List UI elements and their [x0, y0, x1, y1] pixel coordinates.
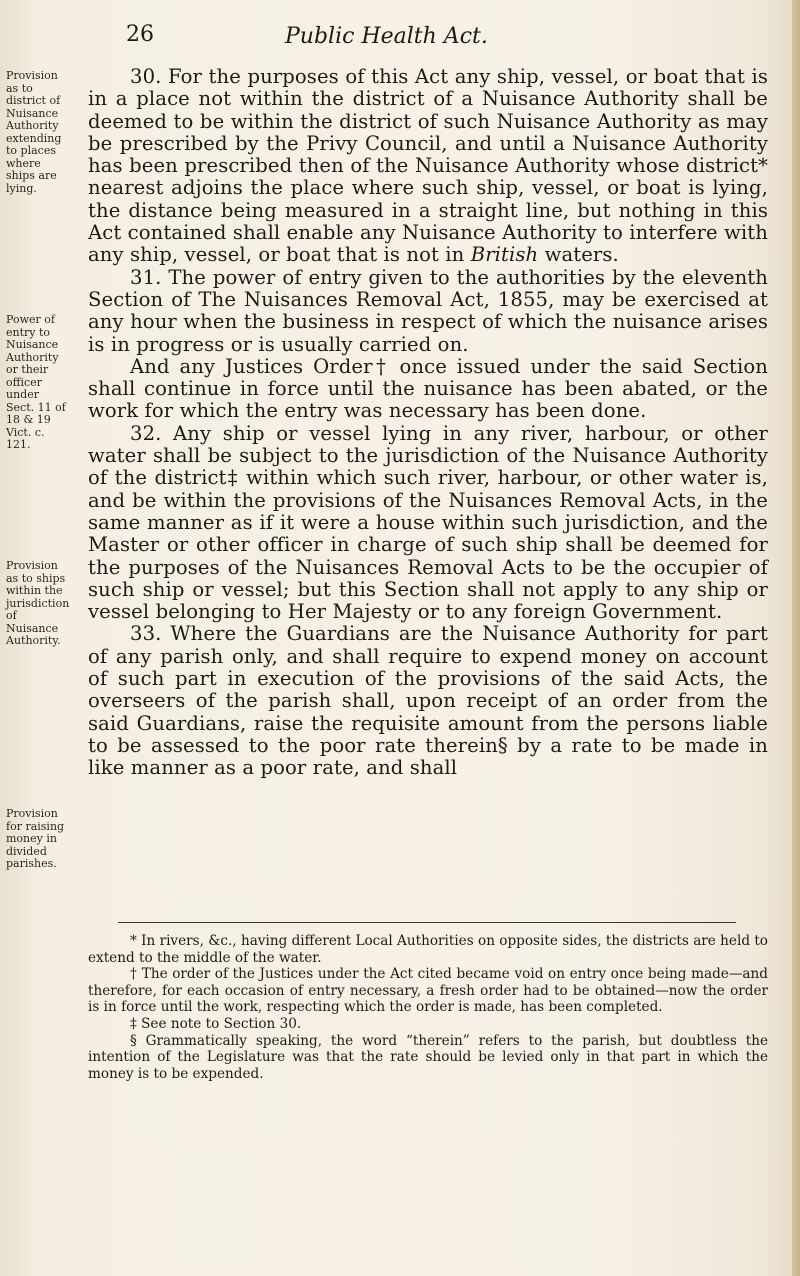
- page-edge: [792, 0, 800, 1276]
- footnotes: [88, 933, 768, 1082]
- footnote: † The order of the Justices under the Act cited became void on entry once being made—and therefore, for each occasion of entry necessary, a fresh order had to be obtained—now the order is in force until the work, respecting which the order is made, has been completed.: [88, 966, 768, 1016]
- margin-note-section-33: Provision for raising money in divided parishes.: [6, 807, 65, 870]
- section-31-continuation: And any Justices Order† once issued under the said Section shall continue in force until the nuisance has been abated, or the work for which the entry was necessary has been done.: [88, 354, 768, 423]
- section-31: 31. The power of entry given to the authorities by the eleventh Section of The Nuisances Removal Act, 1855, may be exercised at any hour when the business in respect of which the nuisance arises is in progress or is usually carried on.: [88, 265, 768, 356]
- section-33: 33. Where the Guardians are the Nuisance Authority for part of any parish only, and shall require to expend money on account of such part in execution of the provisions of the said Acts, the overseers of the parish shall, upon receipt of an order from the said Guardians, raise the requisite amount from the persons liable to be assessed to the poor rate therein§ by a rate to be made in like manner as a poor rate, and shall: [88, 622, 768, 780]
- footnote: ‡ See note to Section 30.: [130, 1015, 302, 1032]
- section-30-text: 30. For the purposes of this Act any ship, vessel, or boat that is in a place not within the district of a Nuisance Authority shall be deemed to be within the district of such Nuisance Authority as may be prescribed by the Privy Council, and until a Nuisance Authority has been prescribed then of the Nuisance Authority whose district* nearest adjoins the place where such ship, vessel, or boat is lying, the distance being measured in a straight line, but nothing in this Act contained shall enable any Nuisance Authority to interfere with any ship, vessel, or boat that is not in: [88, 65, 768, 267]
- page-header: [0, 22, 800, 58]
- page-number: 26: [126, 22, 154, 47]
- footnote-rule: [118, 922, 736, 923]
- margin-note-section-32: Provision as to ships within the jurisdiction of Nuisance Authority.: [6, 559, 70, 647]
- margin-note-section-30: Provision as to district of Nuisance Authority extending to places where ships are lying.: [6, 69, 62, 195]
- section-32: 32. Any ship or vessel lying in any river, harbour, or other water shall be subject to the jurisdiction of the Nuisance Authority of the district‡ within which such river, harbour, or other water is, and be within the provisions of the Nuisances Removal Acts, in the same manner as if it were a house within such jurisdiction, and the Master or other officer in charge of such ship shall be deemed for the purposes of the Nuisances Removal Acts to be the occupier of such ship or vessel; but this Section shall not apply to any ship or vessel belonging to Her Majesty or to any foreign Government.: [88, 421, 768, 624]
- body-text: [88, 66, 768, 780]
- section-30-italic: British: [470, 243, 539, 267]
- running-title: Public Health Act.: [285, 24, 488, 49]
- section-30: [88, 66, 768, 267]
- footnote: * In rivers, &c., having different Local Authorities on opposite sides, the districts are held to extend to the middle of the water.: [88, 933, 768, 966]
- margin-note-section-31: Power of entry to Nuisance Authority or their officer under Sect. 11 of 18 & 19 Vict. c. 121.: [6, 313, 66, 451]
- footnote: § Grammatically speaking, the word “therein” refers to the parish, but doubtless the intention of the Legislature was that the rate should be levied only in that part in which the money is to be expended.: [88, 1032, 768, 1082]
- section-30-end: waters.: [538, 243, 619, 267]
